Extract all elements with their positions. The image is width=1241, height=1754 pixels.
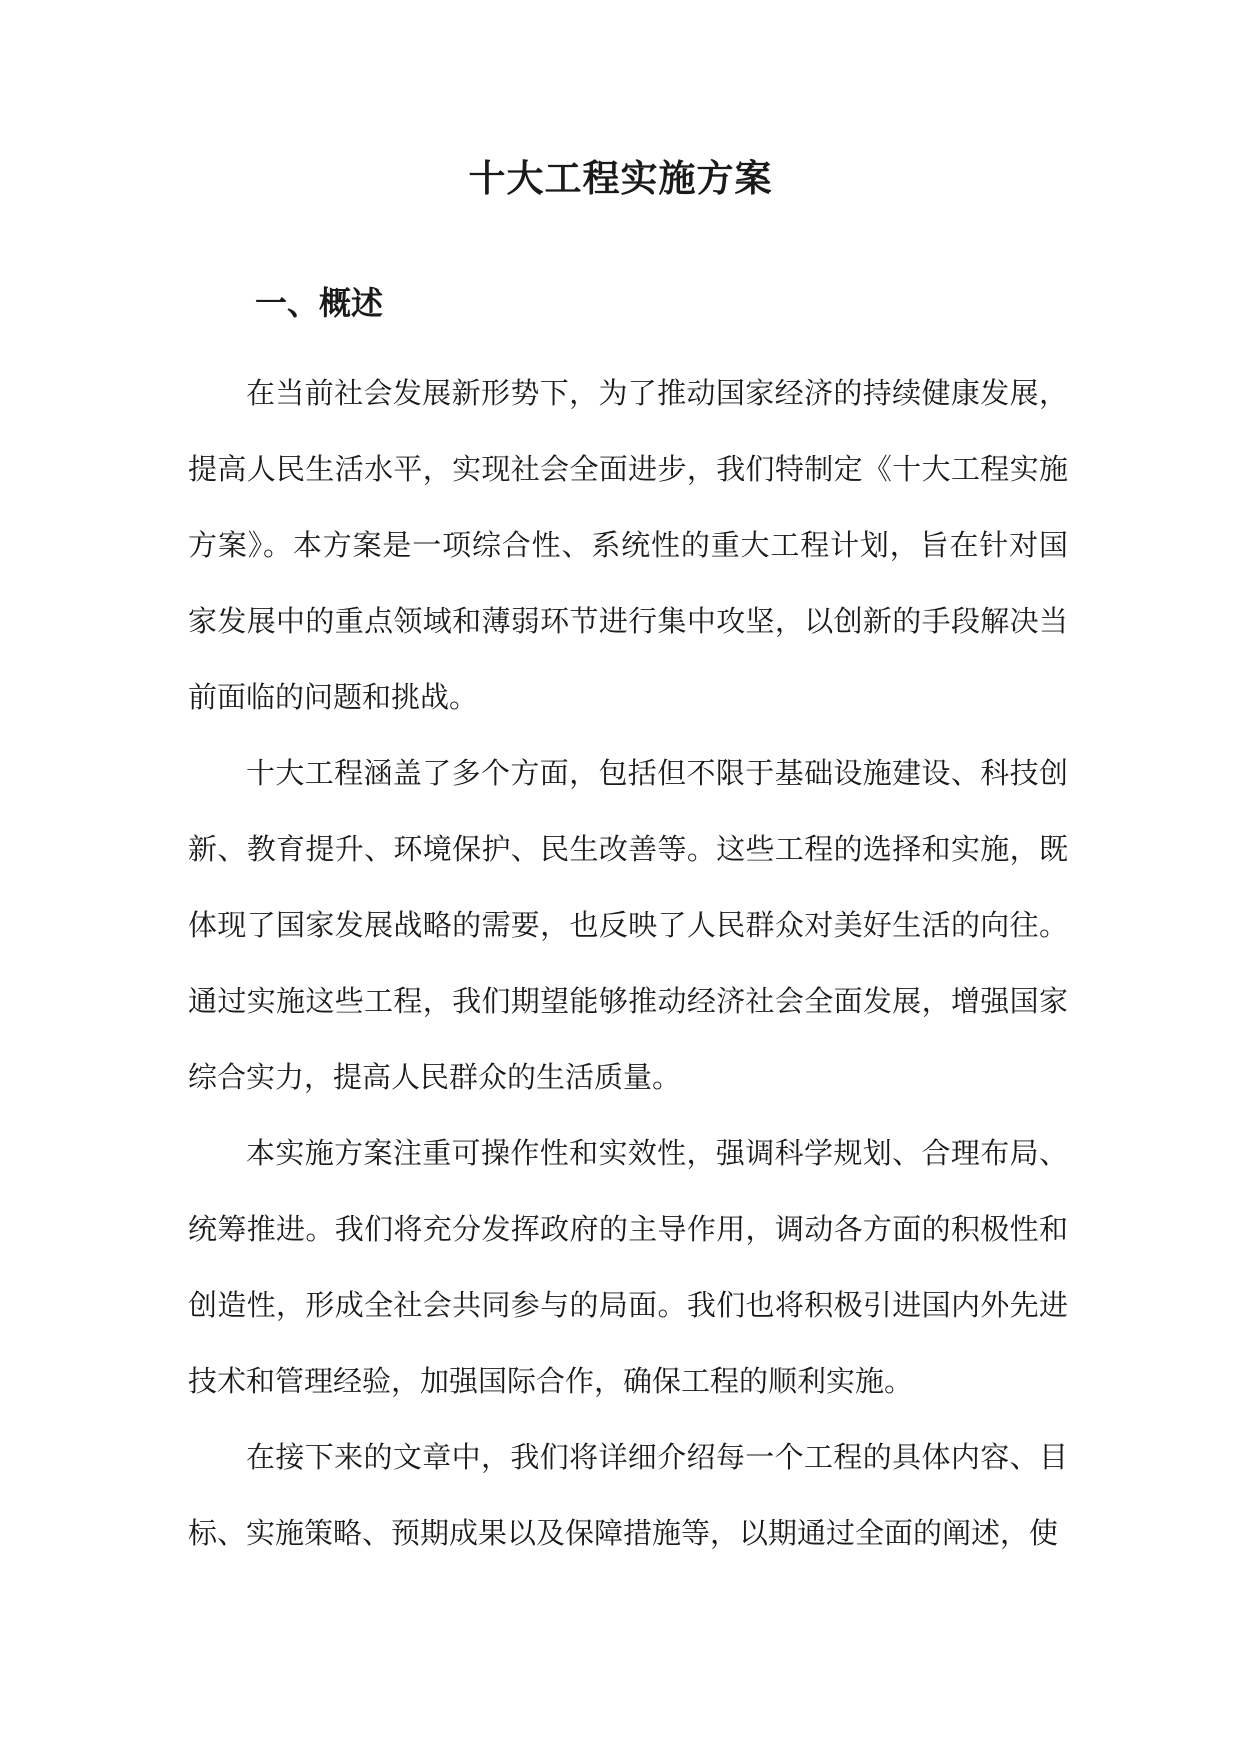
paragraph: 在当前社会发展新形势下，为了推动国家经济的持续健康发展，提高人民生活水平，实现社会全面进步，我们特制定《十大工程实施方案》。本方案是一项综合性、系统性的重大工程计划，旨在针对国家发展中的重点领域和薄弱环节进行集中攻坚，以创新的手段解决当前面临的问题和挑战。 (188, 376, 1068, 714)
paragraph: 在接下来的文章中，我们将详细介绍每一个工程的具体内容、目标、实施策略、预期成果以及保障措施等，以期通过全面的阐述，使 (188, 1440, 1068, 1550)
document-body (188, 355, 1068, 1571)
paragraph: 十大工程涵盖了多个方面，包括但不限于基础设施建设、科技创新、教育提升、环境保护、民生改善等。这些工程的选择和实施，既体现了国家发展战略的需要，也反映了人民群众对美好生活的向往。通过实施这些工程，我们期望能够推动经济社会全面发展，增强国家综合实力，提高人民群众的生活质量。 (188, 756, 1068, 1094)
document-title: 十大工程实施方案 (468, 156, 773, 200)
section-heading: 一、概述 (255, 284, 384, 322)
paragraph: 本实施方案注重可操作性和实效性，强调科学规划、合理布局、统筹推进。我们将充分发挥政府的主导作用，调动各方面的积极性和创造性，形成全社会共同参与的局面。我们也将积极引进国内外先进技术和管理经验，加强国际合作，确保工程的顺利实施。 (188, 1136, 1068, 1398)
